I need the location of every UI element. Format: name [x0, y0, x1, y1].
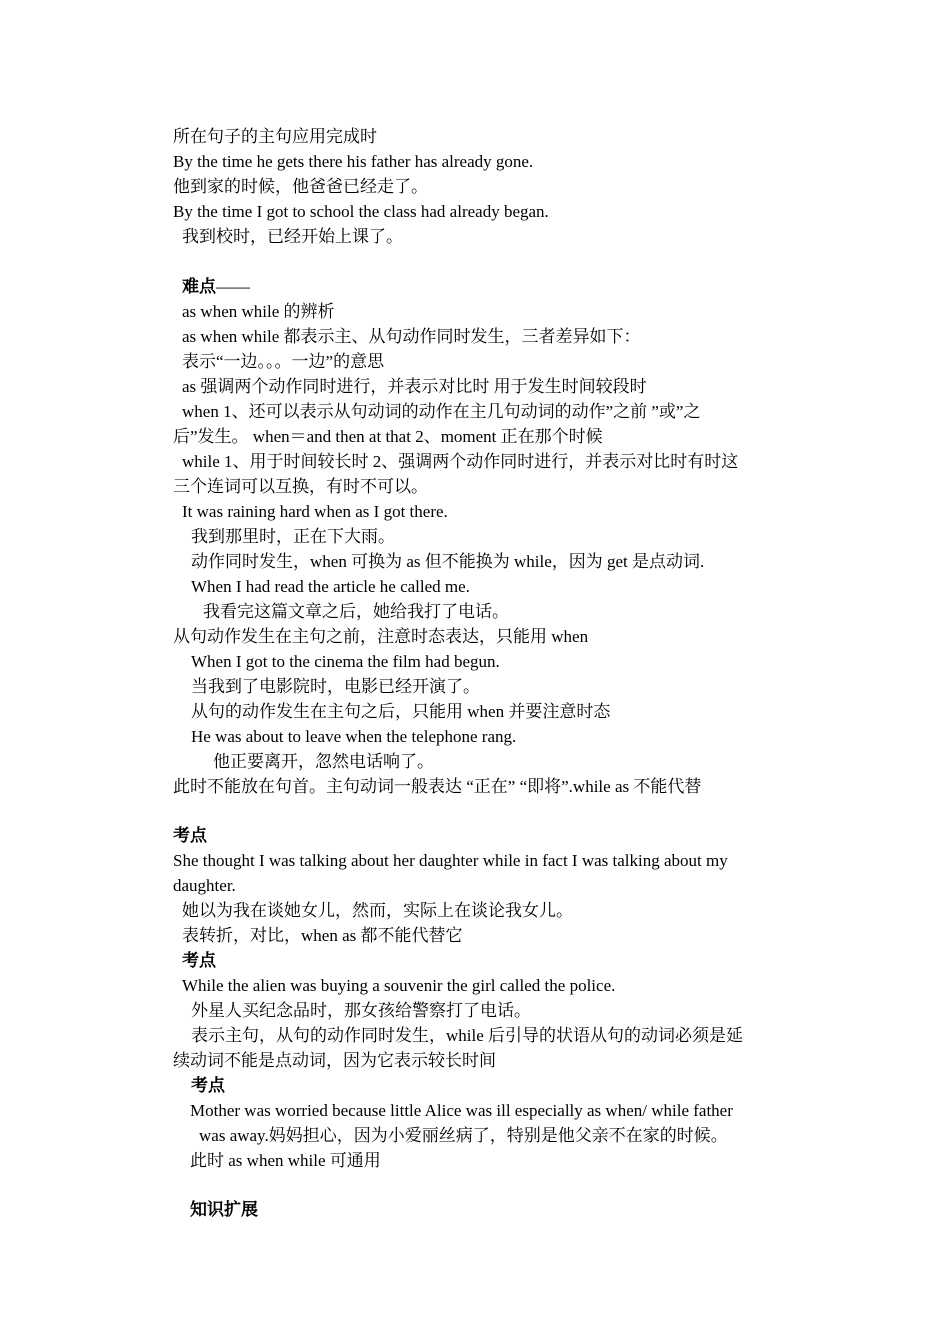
text-line: 当我到了电影院时，电影已经开演了。 — [191, 677, 480, 696]
text-line: 表转折，对比，when as 都不能代替它 — [182, 926, 463, 945]
text-line: When I got to the cinema the film had begun. — [191, 652, 500, 671]
text-line: 外星人买纪念品时，那女孩给警察打了电话。 — [191, 1001, 531, 1020]
text-line: 动作同时发生，when 可换为 as 但不能换为 while，因为 get 是点动词. — [191, 552, 705, 571]
text-line: 所在句子的主句应用完成时 — [173, 127, 377, 146]
heading-dash: —— — [216, 277, 250, 296]
text-line: when 1、还可以表示从句动词的动作在主几句动词的动作”之前 ”或”之 — [182, 402, 701, 421]
section-heading-kaodian: 考点 — [173, 826, 207, 845]
text-line: 此时不能放在句首。主句动词一般表达 “正在” “即将”.while as 不能代替 — [173, 777, 702, 796]
text-line: as when while 都表示主、从句动作同时发生，三者差异如下： — [182, 327, 641, 346]
text-line: 他到家的时候，他爸爸已经走了。 — [173, 177, 428, 196]
section-heading-kaodian: 考点 — [182, 951, 216, 970]
text-line: It was raining hard when as I got there. — [182, 502, 448, 521]
text-line: daughter. — [173, 876, 236, 895]
text-line: as 强调两个动作同时进行，并表示对比时 用于发生时间较段时 — [182, 377, 647, 396]
text-line: while 1、用于时间较长时 2、强调两个动作同时进行，并表示对比时有时这 — [182, 452, 739, 471]
text-line: 我看完这篇文章之后，她给我打了电话。 — [203, 602, 509, 621]
text-line: By the time I got to school the class had already began. — [173, 202, 549, 221]
section-heading-nandian — [182, 274, 813, 299]
text-line: She thought I was talking about her daughter while in fact I was talking about my — [173, 851, 728, 870]
text-line: 从句动作发生在主句之前，注意时态表达，只能用 when — [173, 627, 589, 646]
text-line: 三个连词可以互换，有时不可以。 — [173, 477, 428, 496]
text-line: While the alien was buying a souvenir the girl called the police. — [182, 976, 616, 995]
text-line: 她以为我在谈她女儿，然而，实际上在谈论我女儿。 — [182, 901, 573, 920]
text-line: 我到校时，已经开始上课了。 — [182, 227, 403, 246]
text-line: 表示主句，从句的动作同时发生，while 后引导的状语从句的动词必须是延 — [191, 1026, 744, 1045]
text-line: 他正要离开，忽然电话响了。 — [213, 752, 434, 771]
text-line: 从句的动作发生在主句之后，只能用 when 并要注意时态 — [191, 702, 611, 721]
section-heading-zhishi-kuozhan: 知识扩展 — [190, 1200, 258, 1219]
text-line: 续动词不能是点动词，因为它表示较长时间 — [173, 1051, 496, 1070]
section-heading-kaodian: 考点 — [191, 1076, 225, 1095]
text-line: was away.妈妈担心，因为小爱丽丝病了，特别是他父亲不在家的时候。 — [199, 1126, 728, 1145]
text-line: He was about to leave when the telephone rang. — [191, 727, 517, 746]
text-line: Mother was worried because little Alice was ill especially as when/ while father — [190, 1101, 733, 1120]
text-line: 后”发生。 when＝and then at that 2、moment 正在那个时候 — [173, 427, 603, 446]
text-line: By the time he gets there his father has already gone. — [173, 152, 534, 171]
text-line: 表示“一边。。。一边”的意思 — [182, 352, 385, 371]
text-line: 此时 as when while 可通用 — [190, 1151, 381, 1170]
text-line: When I had read the article he called me. — [191, 577, 470, 596]
text-line: as when while 的辨析 — [182, 302, 335, 321]
heading-text: 难点 — [182, 277, 216, 296]
text-line: 我到那里时，正在下大雨。 — [191, 527, 395, 546]
